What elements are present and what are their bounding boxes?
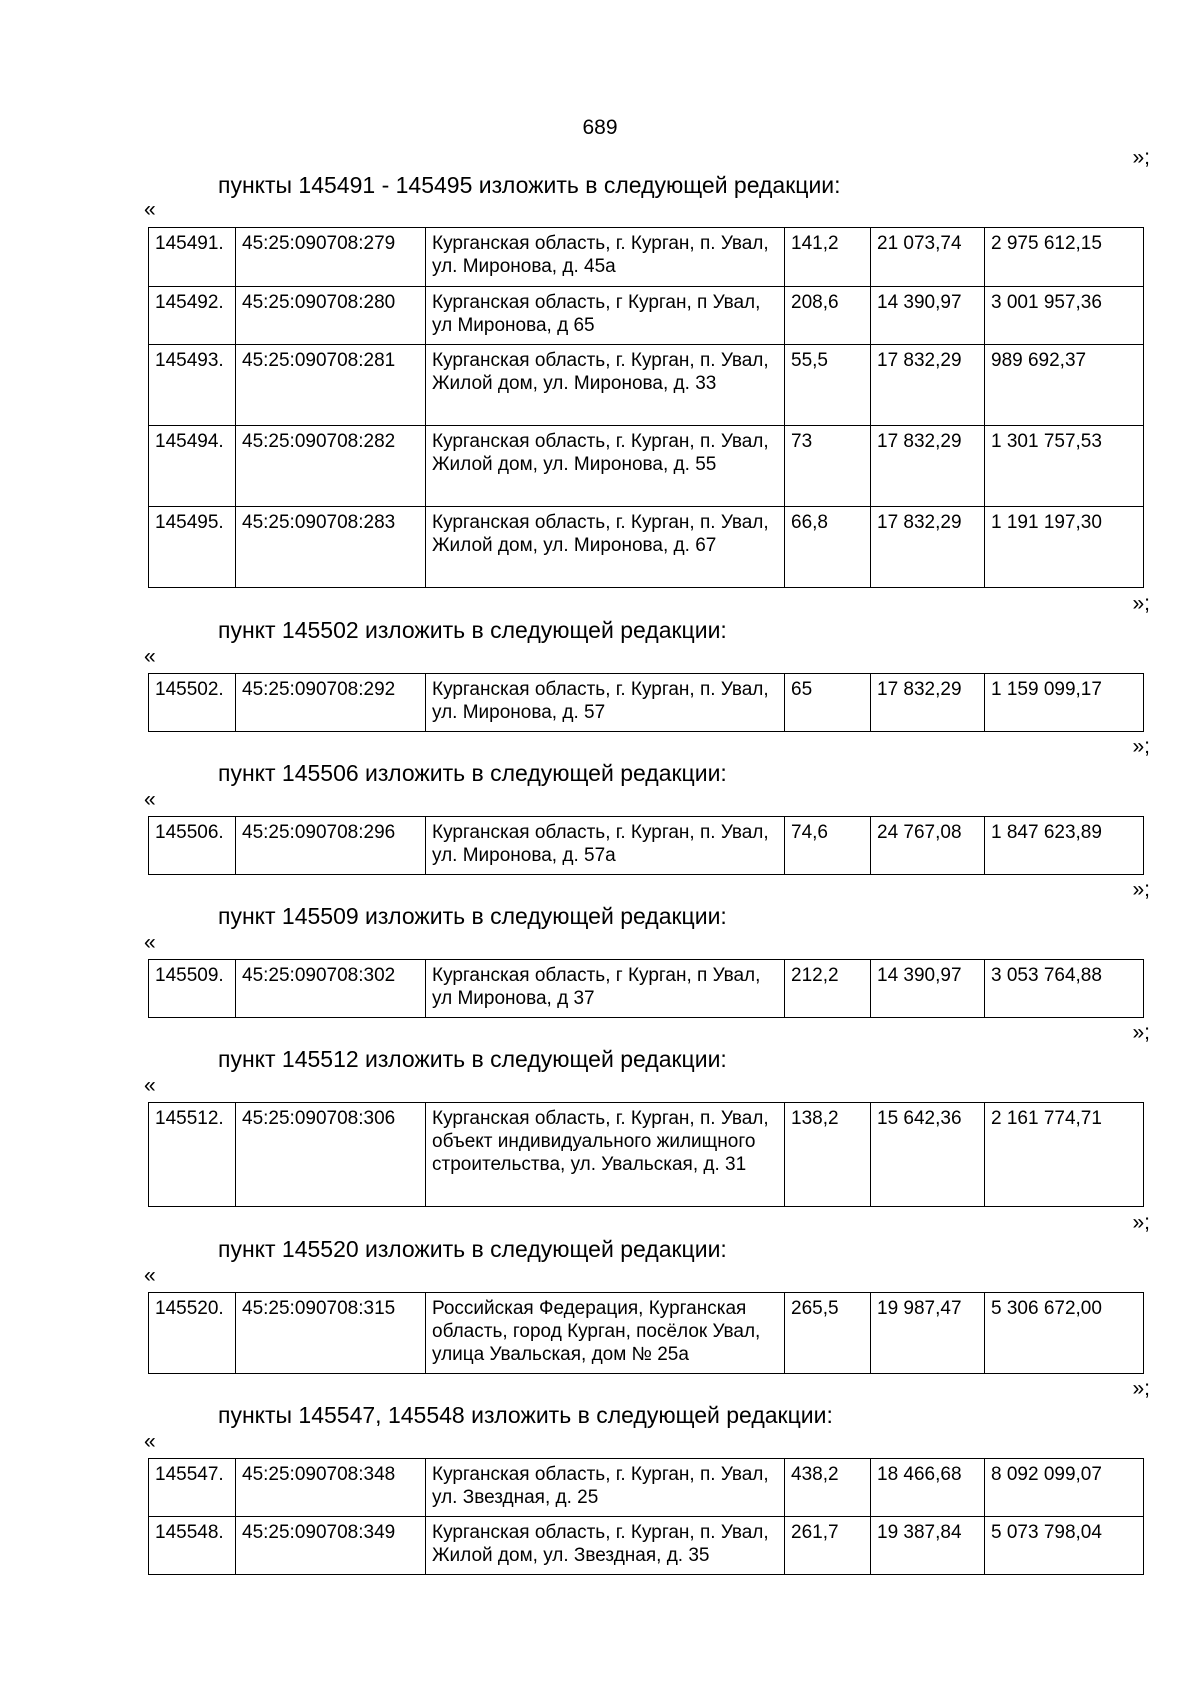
opening-quote: «: [144, 645, 156, 668]
section-instruction: пункт 145512 изложить в следующей редакции:: [218, 1046, 727, 1072]
opening-quote: «: [144, 931, 156, 954]
cadastral-value: 3 001 957,36: [985, 287, 1144, 345]
unit-value: 17 832,29: [871, 426, 985, 507]
row-number: 145492.: [149, 287, 236, 345]
table-row: [149, 426, 1144, 507]
section-instruction: пункт 145520 изложить в следующей редакции:: [218, 1236, 727, 1262]
unit-value: 17 832,29: [871, 507, 985, 588]
table-row: [149, 960, 1144, 1018]
table-row: [149, 1517, 1144, 1575]
section-instruction: пункт 145506 изложить в следующей редакции:: [218, 760, 727, 786]
closing-quote: »;: [1132, 146, 1150, 169]
area: 438,2: [785, 1459, 871, 1517]
cadastral-number: 45:25:090708:279: [236, 228, 426, 287]
section-instruction: пункты 145491 - 145495 изложить в следующей редакции:: [218, 172, 841, 198]
cadastral-number: 45:25:090708:348: [236, 1459, 426, 1517]
unit-value: 14 390,97: [871, 287, 985, 345]
section-instruction: пункт 145502 изложить в следующей редакции:: [218, 617, 727, 643]
records-table: [148, 227, 1144, 588]
table-row: [149, 1459, 1144, 1517]
section-instruction: пункт 145509 изложить в следующей редакции:: [218, 903, 727, 929]
unit-value: 19 987,47: [871, 1293, 985, 1374]
cadastral-value: 5 306 672,00: [985, 1293, 1144, 1374]
records-table: [148, 1458, 1144, 1575]
cadastral-number: 45:25:090708:292: [236, 674, 426, 732]
unit-value: 21 073,74: [871, 228, 985, 287]
unit-value: 18 466,68: [871, 1459, 985, 1517]
closing-quote: »;: [1132, 592, 1150, 615]
area: 265,5: [785, 1293, 871, 1374]
cadastral-number: 45:25:090708:282: [236, 426, 426, 507]
cadastral-number: 45:25:090708:349: [236, 1517, 426, 1575]
records-table: [148, 816, 1144, 875]
area: 141,2: [785, 228, 871, 287]
cadastral-value: 5 073 798,04: [985, 1517, 1144, 1575]
table-row: [149, 287, 1144, 345]
row-number: 145547.: [149, 1459, 236, 1517]
address: Курганская область, г. Курган, п. Увал, Жилой дом, ул. Миронова, д. 67: [426, 507, 785, 588]
area: 261,7: [785, 1517, 871, 1575]
closing-quote: »;: [1132, 1021, 1150, 1044]
row-number: 145491.: [149, 228, 236, 287]
address: Курганская область, г. Курган, п. Увал, ул. Миронова, д. 45а: [426, 228, 785, 287]
cadastral-value: 8 092 099,07: [985, 1459, 1144, 1517]
address: Курганская область, г. Курган, п. Увал, Жилой дом, ул. Звездная, д. 35: [426, 1517, 785, 1575]
cadastral-number: 45:25:090708:280: [236, 287, 426, 345]
row-number: 145506.: [149, 817, 236, 875]
area: 55,5: [785, 345, 871, 426]
cadastral-number: 45:25:090708:306: [236, 1103, 426, 1207]
address: Курганская область, г. Курган, п. Увал, Жилой дом, ул. Миронова, д. 33: [426, 345, 785, 426]
area: 73: [785, 426, 871, 507]
row-number: 145520.: [149, 1293, 236, 1374]
address: Курганская область, г. Курган, п. Увал, Жилой дом, ул. Миронова, д. 55: [426, 426, 785, 507]
records-table: [148, 959, 1144, 1018]
table-row: [149, 1293, 1144, 1374]
cadastral-value: 989 692,37: [985, 345, 1144, 426]
opening-quote: «: [144, 1074, 156, 1097]
cadastral-value: 2 975 612,15: [985, 228, 1144, 287]
address: Российская Федерация, Курганская область, город Курган, посёлок Увал, улица Увальская, дом № 25а: [426, 1293, 785, 1374]
address: Курганская область, г Курган, п Увал, ул Миронова, д 65: [426, 287, 785, 345]
row-number: 145512.: [149, 1103, 236, 1207]
opening-quote: «: [144, 1430, 156, 1453]
opening-quote: «: [144, 198, 156, 221]
table-row: [149, 1103, 1144, 1207]
table-row: [149, 674, 1144, 732]
closing-quote: »;: [1132, 1211, 1150, 1234]
unit-value: 17 832,29: [871, 345, 985, 426]
cadastral-value: 1 847 623,89: [985, 817, 1144, 875]
row-number: 145494.: [149, 426, 236, 507]
cadastral-number: 45:25:090708:296: [236, 817, 426, 875]
area: 66,8: [785, 507, 871, 588]
area: 65: [785, 674, 871, 732]
records-table: [148, 673, 1144, 732]
unit-value: 14 390,97: [871, 960, 985, 1018]
row-number: 145495.: [149, 507, 236, 588]
records-table: [148, 1292, 1144, 1374]
cadastral-value: 2 161 774,71: [985, 1103, 1144, 1207]
opening-quote: «: [144, 1264, 156, 1287]
table-row: [149, 345, 1144, 426]
cadastral-number: 45:25:090708:283: [236, 507, 426, 588]
row-number: 145548.: [149, 1517, 236, 1575]
section-instruction: пункты 145547, 145548 изложить в следующей редакции:: [218, 1402, 833, 1428]
address: Курганская область, г. Курган, п. Увал, ул. Миронова, д. 57а: [426, 817, 785, 875]
area: 74,6: [785, 817, 871, 875]
row-number: 145502.: [149, 674, 236, 732]
unit-value: 19 387,84: [871, 1517, 985, 1575]
cadastral-value: 3 053 764,88: [985, 960, 1144, 1018]
cadastral-number: 45:25:090708:302: [236, 960, 426, 1018]
records-table: [148, 1102, 1144, 1207]
cadastral-value: 1 191 197,30: [985, 507, 1144, 588]
page-number: 689: [582, 116, 618, 139]
area: 212,2: [785, 960, 871, 1018]
unit-value: 15 642,36: [871, 1103, 985, 1207]
closing-quote: »;: [1132, 878, 1150, 901]
address: Курганская область, г Курган, п Увал, ул Миронова, д 37: [426, 960, 785, 1018]
unit-value: 17 832,29: [871, 674, 985, 732]
area: 138,2: [785, 1103, 871, 1207]
address: Курганская область, г. Курган, п. Увал, ул. Звездная, д. 25: [426, 1459, 785, 1517]
area: 208,6: [785, 287, 871, 345]
closing-quote: »;: [1132, 735, 1150, 758]
unit-value: 24 767,08: [871, 817, 985, 875]
cadastral-number: 45:25:090708:281: [236, 345, 426, 426]
cadastral-value: 1 301 757,53: [985, 426, 1144, 507]
closing-quote: »;: [1132, 1377, 1150, 1400]
address: Курганская область, г. Курган, п. Увал, объект индивидуального жилищного строительства, ул. Увальская, д. 31: [426, 1103, 785, 1207]
cadastral-value: 1 159 099,17: [985, 674, 1144, 732]
row-number: 145509.: [149, 960, 236, 1018]
row-number: 145493.: [149, 345, 236, 426]
cadastral-number: 45:25:090708:315: [236, 1293, 426, 1374]
address: Курганская область, г. Курган, п. Увал, ул. Миронова, д. 57: [426, 674, 785, 732]
table-row: [149, 228, 1144, 287]
table-row: [149, 817, 1144, 875]
table-row: [149, 507, 1144, 588]
opening-quote: «: [144, 788, 156, 811]
